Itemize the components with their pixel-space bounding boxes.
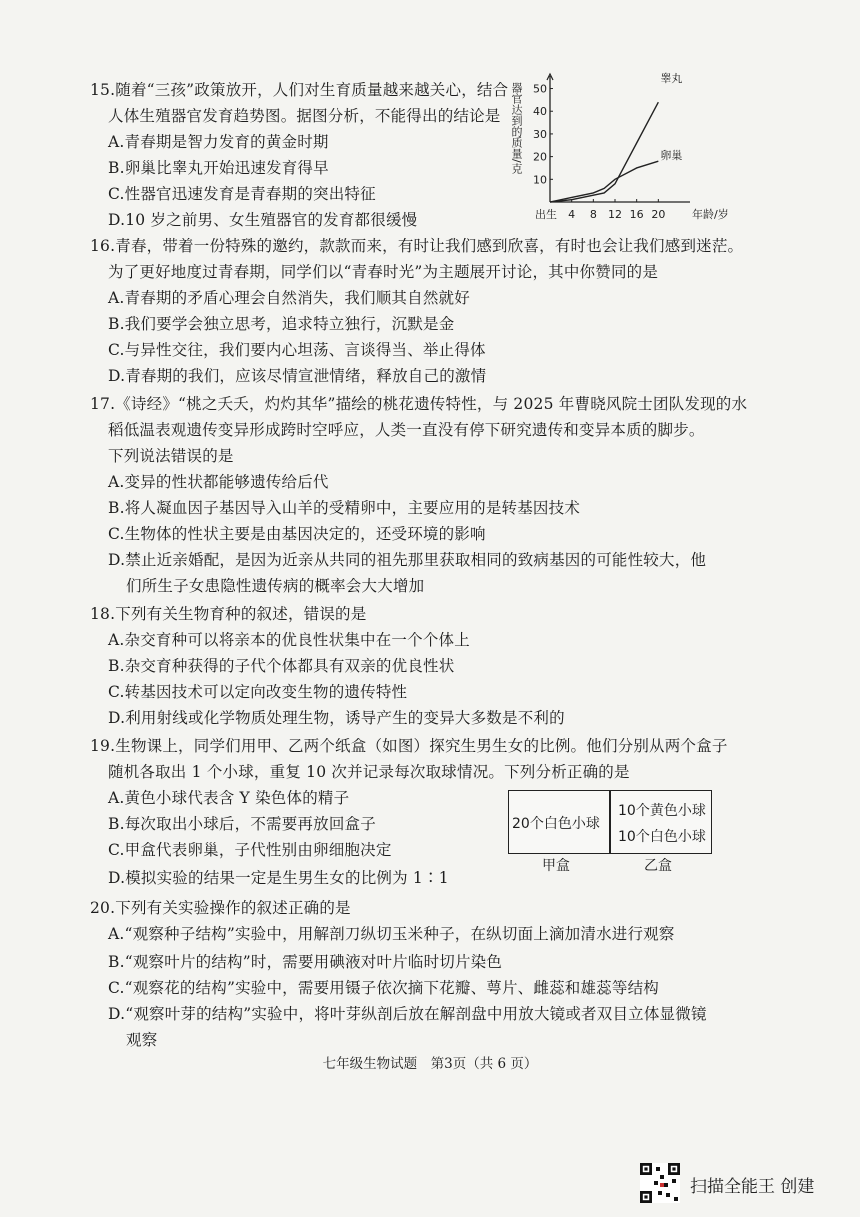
q17-option-b: B.将人凝血因子基因导入山羊的受精卵中，主要应用的是转基因技术 xyxy=(108,499,581,517)
chart-y-tick-label: 50 xyxy=(533,82,547,96)
q16-option-a: A.青春期的矛盾心理会自然消失，我们顺其自然就好 xyxy=(108,289,470,307)
q17-option-a: A.变异的性状都能够遗传给后代 xyxy=(108,473,329,491)
q15-option-d: D.10 岁之前男、女生殖器官的发育都很缓慢 xyxy=(108,211,418,229)
q20-stem: 20.下列有关实验操作的叙述正确的是 xyxy=(90,899,351,917)
q17-stem-line2: 稻低温表观遗传变异形成跨时空呼应，人类一直没有停下研究遗传和变异本质的脚步。 xyxy=(108,421,705,439)
q20-option-a: A.“观察种子结构”实验中，用解剖刀纵切玉米种子，在纵切面上滴加清水进行观察 xyxy=(108,925,675,943)
q16-option-b: B.我们要学会独立思考，追求特立独行，沉默是金 xyxy=(108,315,455,333)
q19-option-c: C.甲盒代表卵巢，子代性别由卵细胞决定 xyxy=(108,841,392,859)
q18-option-d: D.利用射线或化学物质处理生物，诱导产生的变异大多数是不利的 xyxy=(108,709,565,727)
organ-development-chart xyxy=(505,72,730,222)
q16-option-d: D.青春期的我们，应该尽情宣泄情绪，释放自己的激情 xyxy=(108,367,487,385)
q19-stem-line2: 随机各取出 1 个小球，重复 10 次并记录每次取球情况。下列分析正确的是 xyxy=(108,763,630,781)
q16-option-c: C.与异性交往，我们要内心坦荡、言谈得当、举止得体 xyxy=(108,341,486,359)
box-jia xyxy=(508,790,610,854)
q19-option-a: A.黄色小球代表含 Y 染色体的精子 xyxy=(108,789,350,807)
chart-series-label-ovary: 卵巢 xyxy=(660,149,683,163)
chart-series-line-testis xyxy=(550,102,658,202)
chart-series-line-ovary xyxy=(550,161,658,202)
q19-option-d: D.模拟实验的结果一定是生男生女的比例为 1∶1 xyxy=(108,869,449,887)
q16-stem-line1: 16.青春，带着一份特殊的邀约，款款而来，有时让我们感到欣喜，有时也会让我们感到迷茫。 xyxy=(90,237,744,255)
box-yi-content-line2: 10个白色小球 xyxy=(618,829,706,845)
q19-option-b: B.每次取出小球后，不需要再放回盒子 xyxy=(108,815,376,833)
box-jia-content: 20个白色小球 xyxy=(512,816,600,832)
q18-option-b: B.杂交育种获得的子代个体都具有双亲的优良性状 xyxy=(108,657,455,675)
q17-option-d-line2: 们所生子女患隐性遗传病的概率会大大增加 xyxy=(126,577,425,595)
q17-option-c: C.生物体的性状主要是由基因决定的，还受环境的影响 xyxy=(108,525,486,543)
q15-stem-line1: 15.随着“三孩”政策放开，人们对生育质量越来越关心，结合 xyxy=(90,81,509,99)
q15-option-b: B.卵巢比睾丸开始迅速发育得早 xyxy=(108,159,329,177)
chart-x-tick-label: 12 xyxy=(608,208,622,221)
chart-x-tick-label: 4 xyxy=(568,208,576,221)
chart-y-axis-label: 器官达到的质量/克 xyxy=(510,82,523,174)
scanner-watermark-text: 扫描全能王 创建 xyxy=(690,1177,815,1197)
chart-y-tick-label: 10 xyxy=(533,173,547,187)
chart-y-tick-label: 20 xyxy=(533,150,547,164)
q16-stem-line2: 为了更好地度过青春期，同学们以“青春时光”为主题展开讨论，其中你赞同的是 xyxy=(108,263,659,281)
chart-x-tick-label: 出生 xyxy=(535,208,557,221)
box-yi-label: 乙盒 xyxy=(644,858,672,874)
chart-x-tick-label: 8 xyxy=(589,208,597,221)
q15-option-c: C.性器官迅速发育是青春期的突出特征 xyxy=(108,185,376,203)
q20-option-c: C.“观察花的结构”实验中，需要用镊子依次摘下花瓣、萼片、雌蕊和雄蕊等结构 xyxy=(108,979,659,997)
page-footer: 七年级生物试题 第3页（共 6 页） xyxy=(322,1056,538,1072)
q17-option-d-line1: D.禁止近亲婚配，是因为近亲从共同的祖先那里获取相同的致病基因的可能性较大，他 xyxy=(108,551,707,569)
chart-y-tick-label: 30 xyxy=(533,127,547,141)
q15-option-a: A.青春期是智力发育的黄金时期 xyxy=(108,133,329,151)
q18-option-c: C.转基因技术可以定向改变生物的遗传特性 xyxy=(108,683,408,701)
q18-stem: 18.下列有关生物育种的叙述，错误的是 xyxy=(90,605,367,623)
q17-stem-line3: 下列说法错误的是 xyxy=(108,447,234,465)
q18-option-a: A.杂交育种可以将亲本的优良性状集中在一个个体上 xyxy=(108,631,470,649)
box-yi-content-line1: 10个黄色小球 xyxy=(618,803,706,819)
q15-stem-line2: 人体生殖器官发育趋势图。据图分析，不能得出的结论是 xyxy=(108,107,501,125)
q20-option-b: B.“观察叶片的结构”时，需要用碘液对叶片临时切片染色 xyxy=(108,953,503,971)
qr-code-icon xyxy=(640,1163,680,1203)
chart-series-label-testis: 睾丸 xyxy=(660,72,683,86)
q17-stem-line1: 17.《诗经》“桃之夭夭，灼灼其华”描绘的桃花遗传特性，与 2025 年曹晓风院士团队发现的水 xyxy=(90,395,748,413)
chart-x-tick-label: 16 xyxy=(629,208,644,221)
chart-x-tick-label: 20 xyxy=(651,208,666,221)
chart-y-tick-label: 40 xyxy=(533,105,547,119)
q20-option-d-line2: 观察 xyxy=(126,1031,158,1049)
chart-x-axis-label: 年龄/岁 xyxy=(692,208,729,221)
box-yi xyxy=(610,790,712,854)
q20-option-d-line1: D.“观察叶芽的结构”实验中，将叶芽纵剖后放在解剖盘中用放大镜或者双目立体显微镜 xyxy=(108,1005,707,1023)
box-jia-label: 甲盒 xyxy=(542,858,570,874)
q19-stem-line1: 19.生物课上，同学们用甲、乙两个纸盒（如图）探究生男生女的比例。他们分别从两个盒子 xyxy=(90,737,728,755)
